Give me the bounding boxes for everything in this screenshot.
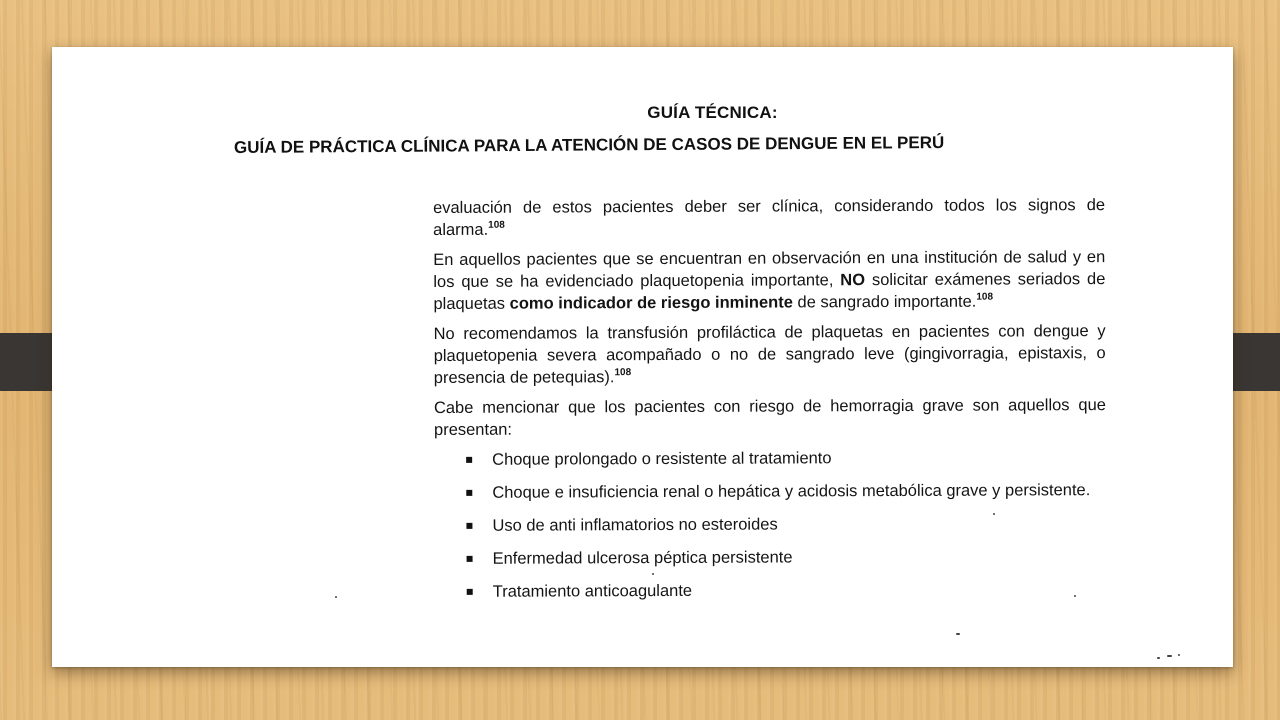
decorative-band-right: [1226, 333, 1280, 391]
emphasis-risk-indicator: como indicador de riesgo inminente: [509, 293, 793, 313]
scan-speck: [956, 633, 960, 635]
document-body: [433, 194, 1107, 614]
paragraph-text: Cabe mencionar que los pacientes con riesgo de hemorragia grave son aquellos que presentan:: [433, 396, 1106, 439]
bullet-square-icon: [466, 490, 472, 496]
reference-number: 108: [614, 367, 632, 379]
emphasis-no: NO: [840, 271, 866, 290]
list-item-text: Choque e insuficiencia renal o hepática y acidosis metabólica grave y persistente.: [492, 481, 1091, 502]
reference-number: 108: [976, 291, 994, 303]
reference-number: 108: [488, 219, 505, 231]
list-item: [434, 479, 1106, 504]
list-item-text: Enfermedad ulcerosa péptica persistente: [492, 548, 793, 568]
paragraph-text: de sangrado importante.: [792, 292, 977, 312]
paragraph-evaluation: [433, 194, 1105, 241]
bullet-square-icon: [467, 556, 473, 562]
list-item-text: Uso de anti inflamatorios no esteroides: [492, 515, 778, 535]
risk-factor-list: [434, 446, 1107, 603]
document-subtitle: GUÍA DE PRÁCTICA CLÍNICA PARA LA ATENCIÓN DE CASOS DE DENGUE EN EL PERÚ: [233, 133, 945, 157]
paragraph-risk-intro: [434, 394, 1106, 441]
bullet-square-icon: [467, 589, 473, 595]
paragraph-text: solicitar exámenes seriados de plaquetas: [433, 270, 1106, 313]
list-item: [435, 578, 1107, 603]
scan-speck: [993, 513, 995, 515]
list-item: [434, 512, 1106, 537]
list-item-text: Choque prolongado o resistente al tratamiento: [492, 449, 832, 469]
scan-speck: [1157, 657, 1160, 659]
scan-speck: [335, 596, 337, 598]
paragraph-text: evaluación de estos pacientes deber ser clínica, considerando todos los signos de alarma.: [433, 196, 1106, 239]
list-item-text: Tratamiento anticoagulante: [492, 581, 693, 601]
scan-speck: [1167, 655, 1172, 657]
paragraph-text: En aquellos pacientes que se encuentran en observación en una institución de salud y en los que se ha evidenciado plaquetopenia importante,: [433, 248, 1106, 291]
list-item: [434, 446, 1106, 471]
paragraph-transfusion: [434, 320, 1106, 389]
decorative-band-left: [0, 333, 60, 391]
scan-speck: [1074, 595, 1076, 597]
list-item: [435, 545, 1107, 570]
bullet-square-icon: [466, 457, 472, 463]
document-title: GUÍA TÉCNICA:: [647, 103, 778, 122]
paragraph-platelet-exams: [433, 246, 1105, 315]
bullet-square-icon: [466, 523, 472, 529]
scan-speck: [1178, 654, 1180, 656]
scan-speck: [652, 573, 654, 575]
paragraph-text: No recomendamos la transfusión profiláctica de plaquetas en pacientes con dengue y plaquetopenia severa acompañado o no de sangrado leve (gingivorragia, epistaxis, o presencia de petequias).: [433, 322, 1106, 387]
document-page: [52, 47, 1233, 667]
